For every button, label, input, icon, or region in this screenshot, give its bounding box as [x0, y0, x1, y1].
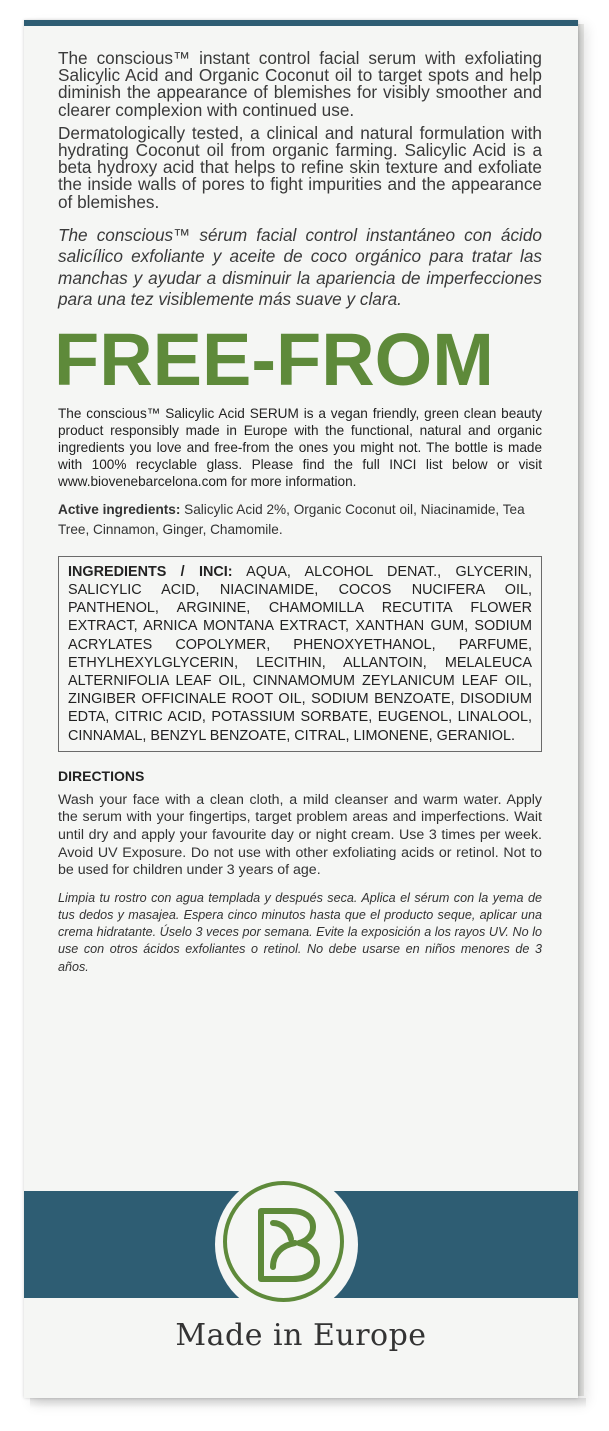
box-bottom-shadow — [30, 1398, 586, 1408]
top-stripe — [24, 20, 578, 26]
directions-es: Limpia tu rostro con agua templada y después seca. Aplica el sérum con la yema de tus dedos y masajea. Espera cinco minutos hasta que el producto seque, aplicar una crema hidratante. Úselo 3 veces por semana. Evite la exposición a los rayos UV. No lo use con otros ácidos exfoliantes o retinol. No debe usarse en niños menores de 3 años. — [58, 890, 542, 974]
active-ingredients-label: Active ingredients: — [58, 501, 181, 517]
active-ingredients-text: Salicylic Acid 2%, Organic Coconut oil, Niacinamide, Tea Tree, Cinnamon, Ginger, Chamomile. — [58, 501, 525, 537]
description-es: The conscious™ sérum facial control instantáneo con ácido salicílico exfoliante y aceite de coco orgánico para tratar las manchas y ayudar a disminuir la apariencia de imperfecciones para una tez visiblemente más suave y clara. — [58, 224, 542, 310]
logo-badge — [215, 1173, 358, 1316]
made-in-europe: Made in Europe — [175, 1318, 427, 1353]
bioveneb-logo-icon — [251, 1205, 323, 1285]
directions-en: Wash your face with a clean cloth, a mild cleanser and warm water. Apply the serum with your fingertips, target problem areas and imperfections. Wait until dry and apply your favourite day or night cream. Use 3 times per week. Avoid UV Exposure. Do not use with other exfoliating acids or retinol. Not to be used for children under 3 years of age. — [58, 791, 542, 879]
description-en-2: Dermatologically tested, a clinical and natural formulation with hydrating Coconut oil from organic farming. Salicylic Acid is a beta hydroxy acid that helps to refine skin texture and exfoliate the inside walls of pores to fight impurities and the appearance of blemishes. — [58, 122, 542, 212]
description-en-1: The conscious™ instant control facial serum with exfoliating Salicylic Acid and Organic Coconut oil to target spots and help diminish the appearance of blemishes for visibly smoother and clearer complexion with continued use. — [58, 48, 542, 120]
directions-title: DIRECTIONS — [58, 767, 145, 784]
free-from-text: The conscious™ Salicylic Acid SERUM is a vegan friendly, green clean beauty product responsibly made in Europe with the functional, natural and organic ingredients you love and free-from the ones you might not. The bottle is made with 100% recyclable glass. Please find the full INCI list below or visit www.biovenebarcelona.com for more information. — [58, 405, 542, 489]
box-side-edge — [578, 24, 584, 1396]
product-box-panel — [24, 20, 578, 1398]
panel-content — [54, 48, 542, 976]
active-ingredients — [58, 500, 542, 540]
ingredients-label: INGREDIENTS / INCI: — [68, 563, 233, 580]
ingredients-text: AQUA, ALCOHOL DENAT., GLYCERIN, SALICYLIC ACID, NIACINAMIDE, COCOS NUCIFERA OIL, PANTHENOL, ARGININE, CHAMOMILLA RECUTITA FLOWER EXTRACT, ARNICA MONTANA EXTRACT, XANTHAN GUM, SODIUM ACRYLATES COPOLYMER, PHENOXYETHANOL, PARFUME, ETHYLHEXYLGLYCERIN, LECITHIN, ALLANTOIN, MELALEUCA ALTERNIFOLIA LEAF OIL, CINNAMOMUM ZEYLANICUM LEAF OIL, ZINGIBER OFFICINALE ROOT OIL, SODIUM BENZOATE, DISODIUM EDTA, CITRIC ACID, POTASSIUM SORBATE, EUGENOL, LINALOOL, CINNAMAL, BENZYL BENZOATE, CITRAL, LIMONENE, GERANIOL. — [68, 563, 533, 744]
ingredients-box — [58, 556, 542, 752]
free-from-heading: FREE-FROM — [54, 317, 494, 401]
